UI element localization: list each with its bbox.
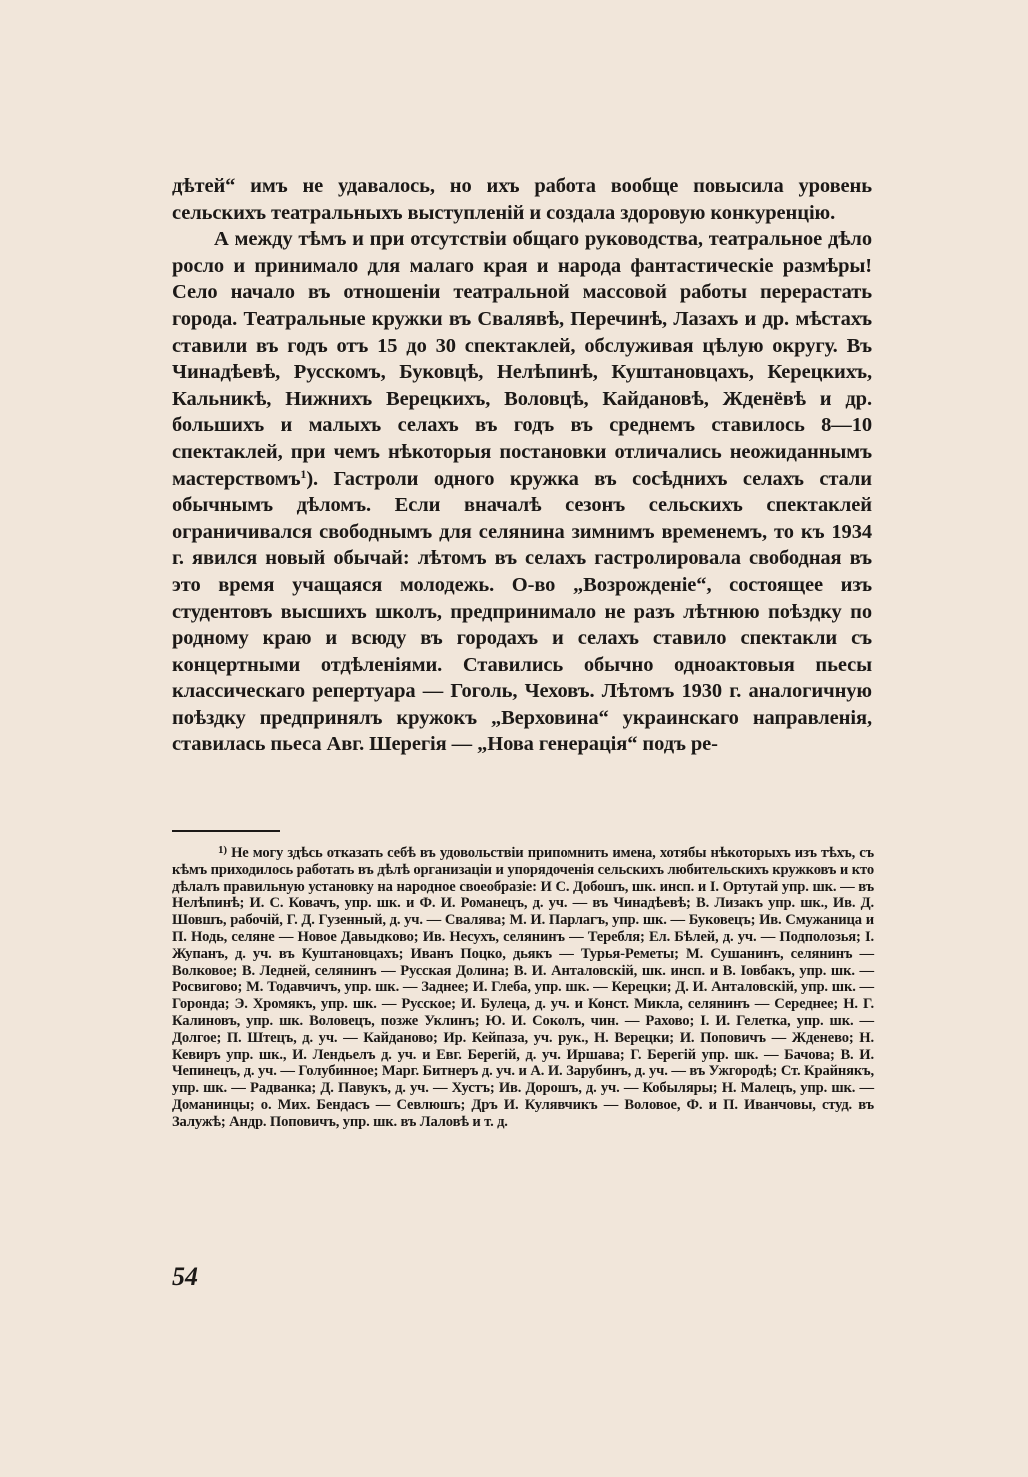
paragraph-theatre — [172, 226, 872, 758]
footnote-reference: 1 — [300, 466, 307, 481]
footnote-divider — [172, 830, 280, 832]
paragraph-text-part-2: ). Гастроли одного кружка въ сосѣднихъ селахъ стали обычнымъ дѣломъ. Если вначалѣ сезонъ сельскихъ спектаклей ограничивался свободнымъ для селянина зимнимъ временемъ, то къ 1934 г. явился новый обычай: лѣтомъ въ селахъ гастролировала свободная въ это время учащаяся молодежь. О-во „Возрожденіе“, состоящее изъ студентовъ высшихъ школъ, предпринимало не разъ лѣтнюю поѣздку по родному краю и всюду въ городахъ и селахъ ставило спектакли съ концертными отдѣленіями. Ставились обычно одноактовыя пьесы классическаго репертуара — Гоголь, Чеховъ. Лѣтомъ 1930 г. аналогичную поѣздку предпринялъ кружокъ „Верховина“ украинскаго направленія, ставилась пьеса Авг. Шерегія — „Нова генерація“ подъ ре- — [172, 467, 872, 756]
paragraph-text-part-1: А между тѣмъ и при отсутствіи общаго руководства, театральное дѣло росло и принимало для малаго края и народа фантастическіе размѣры! Село начало въ отношеніи театральной массовой работы перерастать города. Театральные кружки въ Свалявѣ, Перечинѣ, Лазахъ и др. мѣстахъ ставили въ годъ отъ 15 до 30 спектаклей, обслуживая цѣлую округу. Въ Чинадѣевѣ, Русскомъ, Буковцѣ, Нелѣпинѣ, Куштановцахъ, Керецкихъ, Кальникѣ, Нижнихъ Верецкихъ, Воловцѣ, Кайдановѣ, Жденёвѣ и др. большихъ и малыхъ селахъ въ годъ въ среднемъ ставилось 8—10 спектаклей, при чемъ нѣкоторыя постановки отличались неожиданнымъ мастерствомъ — [172, 228, 872, 490]
footnote-text: Не могу здѣсь отказать себѣ въ удовольствіи припомнить имена, хотябы нѣкоторыхъ изъ тѣхъ, съ кѣмъ приходилось работать въ дѣлѣ организаціи и упорядоченія сельскихъ любительскихъ кружковъ и кто дѣлалъ правильную установку на народное своеобразіе: И С. Добошъ, шк. инсп. и І. Ортутай упр. шк. — въ Нелѣпинѣ; И. С. Ковачъ, упр. шк. и Ф. И. Романецъ, д. уч. — въ Чинадѣевѣ; В. Лизакъ упр. шк., Ив. Д. Шовшъ, рабочій, Г. Д. Гузенный, д. уч. — Свалява; М. И. Парлагъ, упр. шк. — Буковецъ; Ив. Смужаница и П. Нодь, селяне — Новое Давыдково; Ив. Несухъ, селянинъ — Теребля; Ел. Бѣлей, д. уч. — Подполозья; І. Жупанъ, д. уч. въ Куштановцахъ; Иванъ Поцко, дьякъ — Турья-Реметы; М. Сушанинъ, селянинъ — Волковое; В. Ледней, селянинъ — Русская Долина; В. И. Анталовскій, шк. инсп. и В. Іовбакъ, упр. шк. — Росвигово; М. Тодавчичъ, упр. шк. — Заднее; И. Глеба, упр. шк. — Керецки; Д. И. Анталовскій, упр. шк. — Горонда; Э. Хромякъ, упр. шк. — Русское; И. Булеца, д. уч. и Конст. Микла, селянинъ — Середнее; Н. Г. Калиновъ, упр. шк. Воловецъ, позже Уклинъ; Ю. И. Соколъ, чин. — Рахово; І. И. Гелетка, упр. шк. — Долгое; П. Штецъ, д. уч. — Кайданово; Ир. Кейпаза, уч. рук., Н. Верецки; И. Поповичъ — Жденево; Н. Кевиръ упр. шк., И. Лендьелъ д. уч. и Евг. Берегій, д. уч. Иршава; Г. Берегій упр. шк. — Бачова; В. И. Чепинецъ, д. уч. — Голубинное; Марг. Битнеръ д. уч. и А. И. Зарубинъ, д. уч. — въ Ужгородѣ; Ст. Крайнякъ, упр. шк. — Радванка; Д. Павукъ, д. уч. — Хустъ; Ив. Дорошъ, д. уч. — Кобыляры; Н. Малецъ, упр. шк. — Доманинцы; о. Мих. Бендасъ — Севлюшъ; Дръ И. Кулявчикъ — Воловое, Ф. и П. Иванчовы, студ. въ Залужѣ; Андр. Поповичъ, упр. шк. въ Лаловѣ и т. д. — [172, 845, 874, 1130]
paragraph-continued: дѣтей“ имъ не удавалось, но ихъ работа вообще повысила уровень сельскихъ театральныхъ выступленій и создала здоровую конкуренцію. — [172, 175, 872, 224]
footnote — [172, 845, 874, 1131]
footnote-marker: 1) — [218, 844, 227, 856]
main-text — [172, 173, 872, 758]
page-number: 54 — [172, 1262, 198, 1291]
